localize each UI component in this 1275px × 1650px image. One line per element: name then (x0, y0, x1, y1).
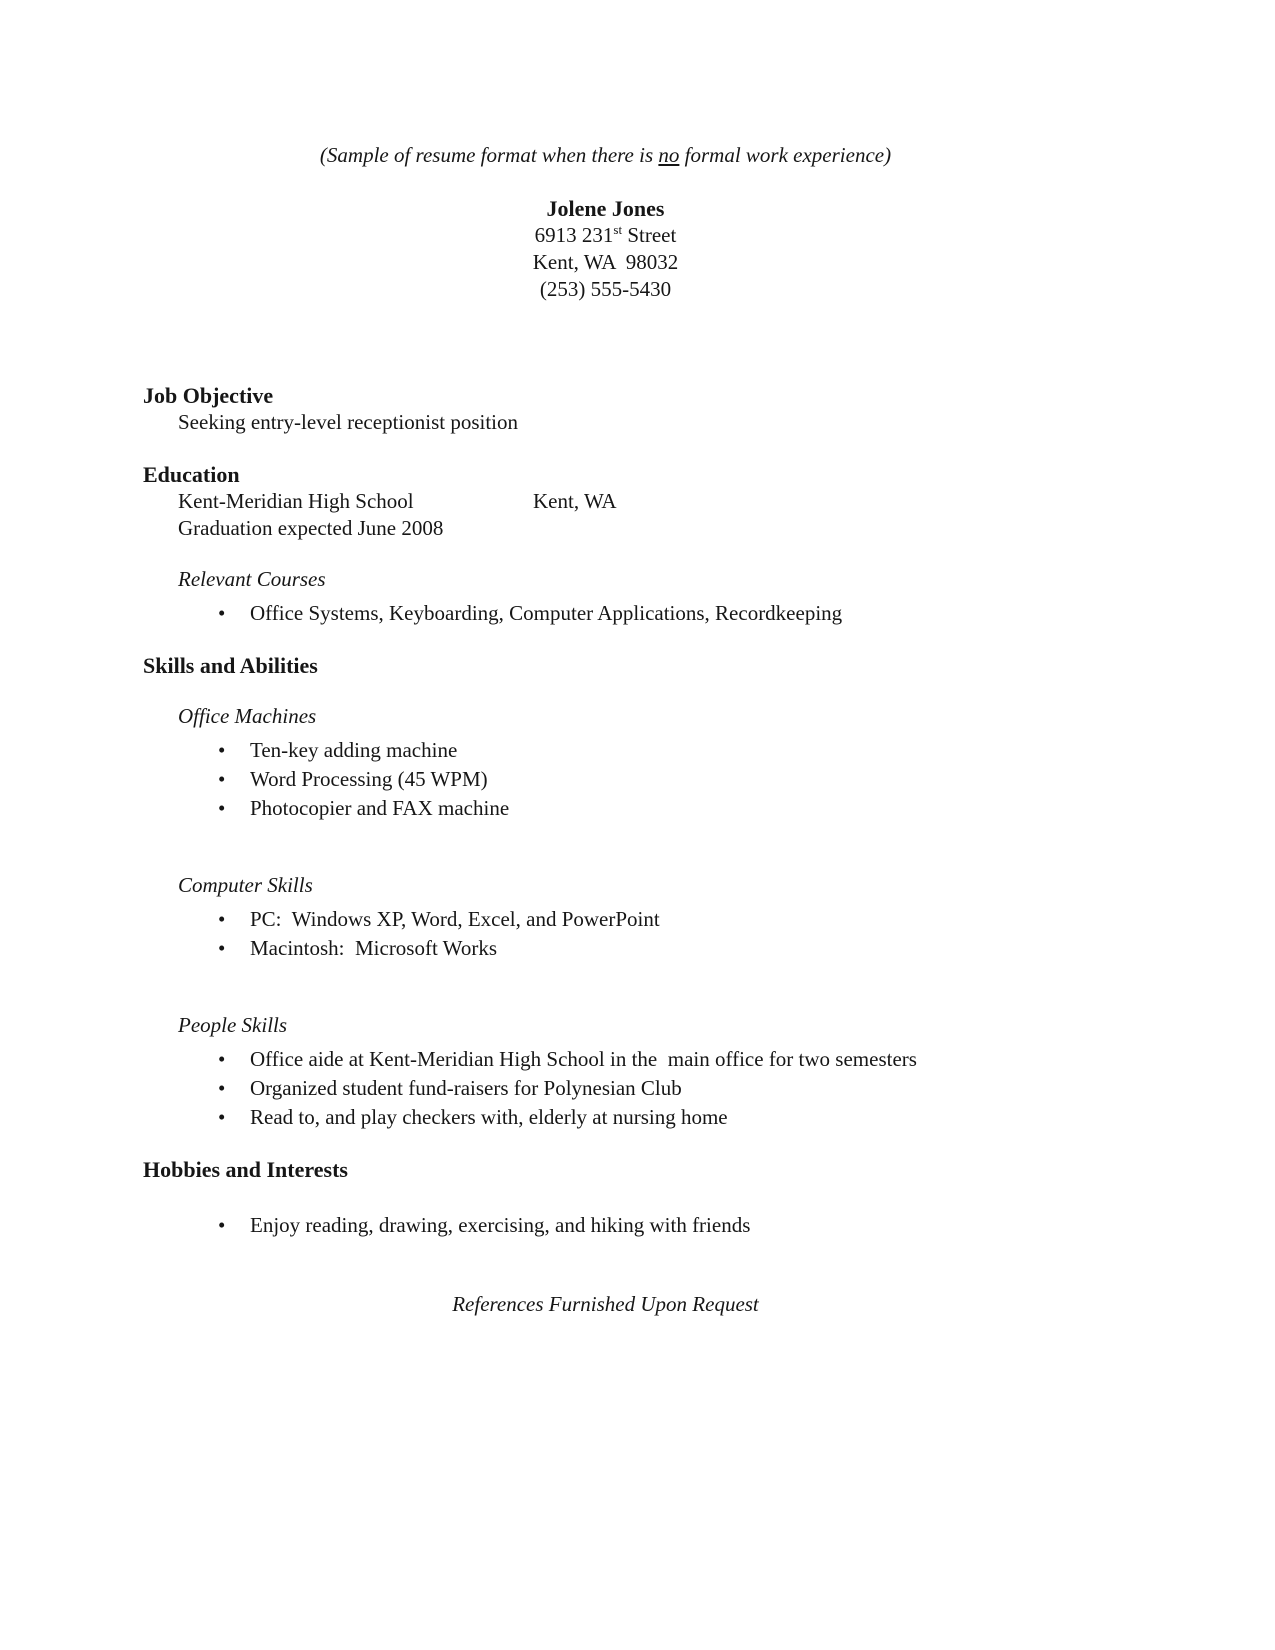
job-objective-text: Seeking entry-level receptionist position (178, 410, 518, 434)
list-item (218, 794, 1068, 822)
subheading-office-machines: Office Machines (178, 704, 317, 728)
bullet-text: Ten-key adding machine (250, 738, 458, 762)
heading-hobbies-and-interests: Hobbies and Interests (143, 1157, 348, 1182)
address-street (143, 222, 1068, 249)
education-school-row (178, 488, 1068, 515)
hobbies-list (143, 1211, 1068, 1239)
list-item (218, 1103, 1068, 1131)
bullet-text: Enjoy reading, drawing, exercising, and hiking with friends (250, 1213, 751, 1237)
education-location: Kent, WA (533, 489, 617, 513)
computer-skills-list (143, 905, 1068, 962)
bullet-icon (218, 1211, 250, 1239)
bullet-text: Macintosh: Microsoft Works (250, 936, 497, 960)
street-ordinal: st (613, 222, 623, 237)
subheading-people-skills: People Skills (178, 1013, 288, 1037)
bullet-icon (218, 794, 250, 822)
bullet-icon (218, 736, 250, 764)
bullet-text: Word Processing (45 WPM) (250, 767, 488, 791)
relevant-courses-list (143, 599, 1068, 627)
list-item (218, 905, 1068, 933)
bullet-icon (218, 934, 250, 962)
bullet-text: PC: Windows XP, Word, Excel, and PowerPoint (250, 907, 660, 931)
sample-note (143, 142, 1068, 169)
education-graduation: Graduation expected June 2008 (178, 516, 444, 540)
list-item (218, 1045, 1068, 1073)
references-note: References Furnished Upon Request (452, 1292, 759, 1316)
list-item (218, 736, 1068, 764)
address-city: Kent, WA 98032 (532, 250, 679, 274)
bullet-text: Office Systems, Keyboarding, Computer Applications, Recordkeeping (250, 601, 843, 625)
heading-skills-and-abilities: Skills and Abilities (143, 653, 318, 678)
bullet-icon (218, 1074, 250, 1102)
subheading-relevant-courses: Relevant Courses (178, 567, 326, 591)
bullet-text: Organized student fund-raisers for Polynesian Club (250, 1076, 682, 1100)
bullet-icon (218, 905, 250, 933)
list-item (218, 765, 1068, 793)
sample-note-pre: (Sample of resume format when there is (319, 143, 659, 167)
contact-block (143, 195, 1068, 303)
bullet-icon (218, 765, 250, 793)
subheading-computer-skills: Computer Skills (178, 873, 313, 897)
resume-name: Jolene Jones (546, 196, 665, 221)
bullet-icon (218, 1045, 250, 1073)
office-machines-list (143, 736, 1068, 822)
list-item (218, 1211, 1068, 1239)
street-number: 6913 231 (534, 223, 614, 247)
sample-note-post: formal work experience) (679, 143, 892, 167)
bullet-text: Office aide at Kent-Meridian High School in the main office for two semesters (250, 1047, 917, 1071)
sample-note-underlined-word: no (658, 143, 680, 167)
list-item (218, 1074, 1068, 1102)
education-school: Kent-Meridian High School (178, 489, 414, 513)
list-item (218, 934, 1068, 962)
phone-number: (253) 555-5430 (539, 277, 672, 301)
heading-job-objective: Job Objective (143, 383, 274, 408)
bullet-text: Read to, and play checkers with, elderly at nursing home (250, 1105, 728, 1129)
heading-education: Education (143, 462, 240, 487)
bullet-icon (218, 1103, 250, 1131)
list-item (218, 599, 1068, 627)
bullet-icon (218, 599, 250, 627)
street-name: Street (622, 223, 677, 247)
people-skills-list (143, 1045, 1068, 1131)
bullet-text: Photocopier and FAX machine (250, 796, 510, 820)
